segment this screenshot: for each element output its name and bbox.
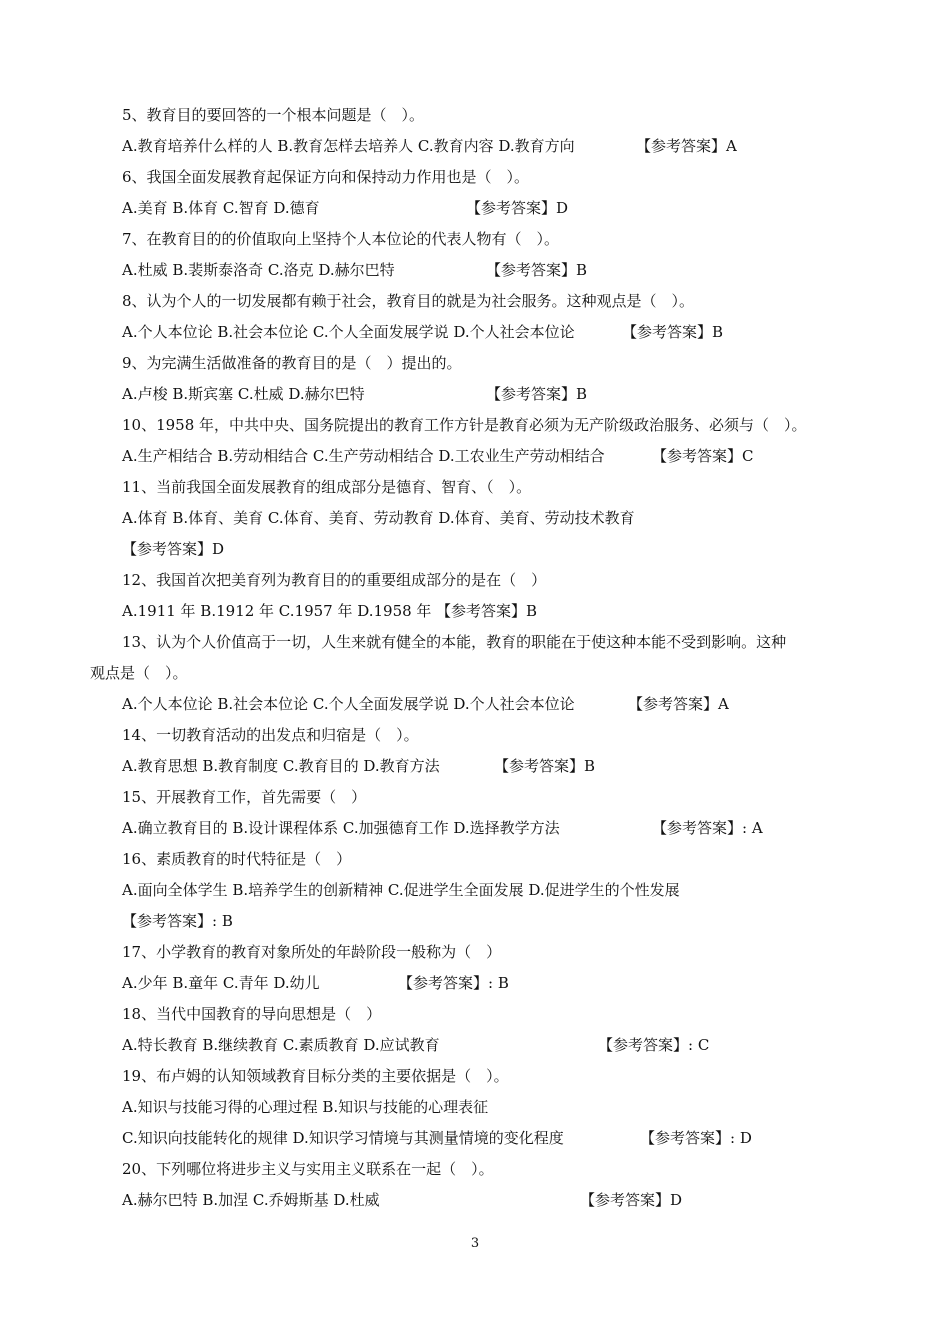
question-options: A.个人本位论 B.社会本位论 C.个人全面发展学说 D.个人社会本位论 (122, 323, 575, 341)
question-text: 15、开展教育工作，首先需要（ ） (122, 788, 367, 806)
answer-key: 【参考答案】D (122, 540, 225, 558)
question-text: 7、在教育目的的价值取向上坚持个人本位论的代表人物有（ ）。 (122, 230, 560, 248)
question-text: 6、我国全面发展教育起保证方向和保持动力作用也是（ ）。 (122, 168, 530, 186)
answer-key: 【参考答案】B (436, 602, 538, 620)
answer-key: 【参考答案】B (494, 757, 596, 775)
question-text-continued: 观点是（ ）。 (90, 664, 188, 682)
question-options: A.知识与技能习得的心理过程 B.知识与技能的心理表征 (122, 1098, 489, 1116)
answer-key: 【参考答案】A (636, 137, 737, 155)
question-text: 13、认为个人价值高于一切，人生来就有健全的本能，教育的职能在于使这种本能不受到影响。这种 (122, 633, 787, 651)
question-options: A.个人本位论 B.社会本位论 C.个人全面发展学说 D.个人社会本位论 (122, 695, 575, 713)
question-options: A.少年 B.童年 C.青年 D.幼儿 (122, 974, 320, 992)
question-text: 5、教育目的要回答的一个根本问题是（ ）。 (122, 106, 425, 124)
answer-key: 【参考答案】B (486, 261, 588, 279)
question-text: 19、布卢姆的认知领域教育目标分类的主要依据是（ ）。 (122, 1067, 509, 1085)
question-text: 10、1958 年，中共中央、国务院提出的教育工作方针是教育必须为无产阶级政治服务、必须与（ ）。 (122, 416, 807, 434)
question-options: A.教育培养什么样的人 B.教育怎样去培养人 C.教育内容 D.教育方向 (122, 137, 575, 155)
answer-key: 【参考答案】D (580, 1191, 683, 1209)
question-text: 12、我国首次把美育列为教育目的的重要组成部分的是在（ ） (122, 571, 547, 589)
question-options: A.面向全体学生 B.培养学生的创新精神 C.促进学生全面发展 D.促进学生的个性发展 (122, 881, 680, 899)
question-options: A.生产相结合 B.劳动相结合 C.生产劳动相结合 D.工农业生产劳动相结合 (122, 447, 605, 465)
question-text: 8、认为个人的一切发展都有赖于社会，教育目的就是为社会服务。这种观点是（ ）。 (122, 292, 695, 310)
question-options: A.赫尔巴特 B.加涅 C.乔姆斯基 D.杜威 (122, 1191, 380, 1209)
question-text: 20、下列哪位将进步主义与实用主义联系在一起（ ）。 (122, 1160, 494, 1178)
question-options: A.1911 年 B.1912 年 C.1957 年 D.1958 年 (122, 602, 432, 620)
question-text: 14、一切教育活动的出发点和归宿是（ ）。 (122, 726, 419, 744)
answer-key: 【参考答案】: A (652, 819, 763, 837)
question-options: A.卢梭 B.斯宾塞 C.杜威 D.赫尔巴特 (122, 385, 365, 403)
question-options: A.杜威 B.裴斯泰洛奇 C.洛克 D.赫尔巴特 (122, 261, 395, 279)
answer-key: 【参考答案】: C (598, 1036, 710, 1054)
answer-key: 【参考答案】D (466, 199, 569, 217)
question-text: 17、小学教育的教育对象所处的年龄阶段一般称为（ ） (122, 943, 502, 961)
answer-key: 【参考答案】: D (640, 1129, 752, 1147)
question-options: A.确立教育目的 B.设计课程体系 C.加强德育工作 D.选择教学方法 (122, 819, 560, 837)
answer-key: 【参考答案】C (652, 447, 754, 465)
answer-key: 【参考答案】B (622, 323, 724, 341)
answer-key: 【参考答案】B (486, 385, 588, 403)
question-text: 9、为完满生活做准备的教育目的是（ ）提出的。 (122, 354, 462, 372)
question-text: 11、当前我国全面发展教育的组成部分是德育、智育、（ ）。 (122, 478, 532, 496)
question-text: 16、素质教育的时代特征是（ ） (122, 850, 352, 868)
question-options: A.特长教育 B.继续教育 C.素质教育 D.应试教育 (122, 1036, 440, 1054)
answer-key: 【参考答案】: B (122, 912, 233, 930)
question-text: 18、当代中国教育的导向思想是（ ） (122, 1005, 382, 1023)
question-options-continued: C.知识向技能转化的规律 D.知识学习情境与其测量情境的变化程度 (122, 1129, 564, 1147)
question-options: A.体育 B.体育、美育 C.体育、美育、劳动教育 D.体育、美育、劳动技术教育 (122, 509, 635, 527)
page-number: 3 (470, 1236, 480, 1251)
answer-key: 【参考答案】: B (398, 974, 509, 992)
question-options: A.教育思想 B.教育制度 C.教育目的 D.教育方法 (122, 757, 440, 775)
answer-key: 【参考答案】A (628, 695, 729, 713)
question-options: A.美育 B.体育 C.智育 D.德育 (122, 199, 320, 217)
